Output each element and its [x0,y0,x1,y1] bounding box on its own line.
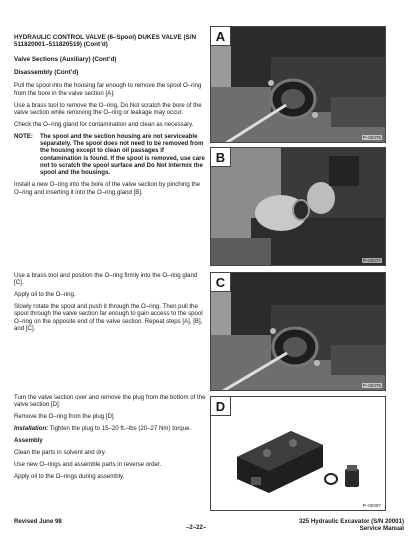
figure-code: P–00275 [362,383,381,388]
assembly-heading: Assembly [14,436,43,444]
note-block [14,133,206,177]
paragraph: Install a new O–ring into the bore of the valve section by pinching the O–ring and inserting it into the O–ring gland [B]. [14,181,200,196]
paragraph: Clean the parts in solvent and dry. [14,448,107,456]
manual-title: 325 Hydraulic Excavator (S/N 20001) [298,518,404,525]
figure-code: P–00297 [362,503,381,508]
paragraph: Apply oil to the O–ring. [14,291,76,299]
figure-b-photo [211,148,386,266]
page-number: –2–22– [186,524,207,531]
note-text: The spool and the section housing are not serviceable separately. The spool does not need to be removed from the housing except to clean oil passages if contamination is found. If the spool is removed, use care not to scratch the spool surface and Do Not intermix the spool and the housings. [40,132,205,177]
paragraph: Turn the valve section over and remove the plug from the bottom of the valve section [D]. [14,394,206,409]
installation-text: Tighten the plug to 15–20 ft.–lbs (20–27 Nm) torque. [49,425,192,433]
figure-label: B [211,148,231,167]
figure-a [210,26,386,143]
text-column-top [14,34,206,201]
manual-subtitle: Service Manual [359,525,404,533]
figure-a-photo [211,27,386,143]
figure-code: P–00275 [362,135,381,140]
figure-c [210,272,386,391]
paragraph: Use a brass tool to remove the O–ring, Do Not scratch the bore of the valve section while removing the O–ring or leakage may occur. [14,101,202,116]
figure-d [210,396,386,511]
paragraph: Use a brass tool and position the O–ring firmly into the O–ring gland [C]. [14,272,198,287]
paragraph: Check the O–ring gland for contamination and clean as necessary. [14,120,194,128]
paragraph: Use new O–rings and assemble parts in reverse order. [14,460,162,468]
figure-d-photo [211,397,386,511]
paragraph: Pull the spool into the housing far enough to remove the spool O–ring from the bore in the valve section [A]. [14,82,202,97]
figure-label: A [211,27,231,46]
installation-paragraph [14,425,206,432]
text-column-bottom [14,394,206,485]
text-column-middle [14,272,206,337]
figure-c-photo [211,273,386,391]
note-label: NOTE: [14,132,33,140]
figure-b [210,147,386,266]
paragraph: Apply oil to the O–rings during assembly. [14,472,125,480]
footer-manual [262,518,404,532]
figure-label: D [211,397,231,416]
figure-code: P–00277 [362,258,381,263]
page-title: HYDRAULIC CONTROL VALVE (6–Spool) DUKES VALVE (S/N 511820001–511820519) (Cont’d) [14,34,197,49]
subsection-heading: Disassembly (Cont’d) [14,69,79,77]
paragraph: Remove the O–ring from the plug [D]. [14,413,116,421]
installation-label: Installation: [14,425,49,433]
paragraph: Slowly rotate the spool and push it through the O–ring. Then pull the spool through the valve section far enough to gain access to the spool O–ring on the opposite end of the valve section. Repeat steps [A], [B], and [C]. [14,303,203,332]
figure-label: C [211,273,231,292]
footer-revised: Revised June 98 [14,518,62,525]
section-heading: Valve Sections (Auxiliary) (Cont’d) [14,55,117,63]
